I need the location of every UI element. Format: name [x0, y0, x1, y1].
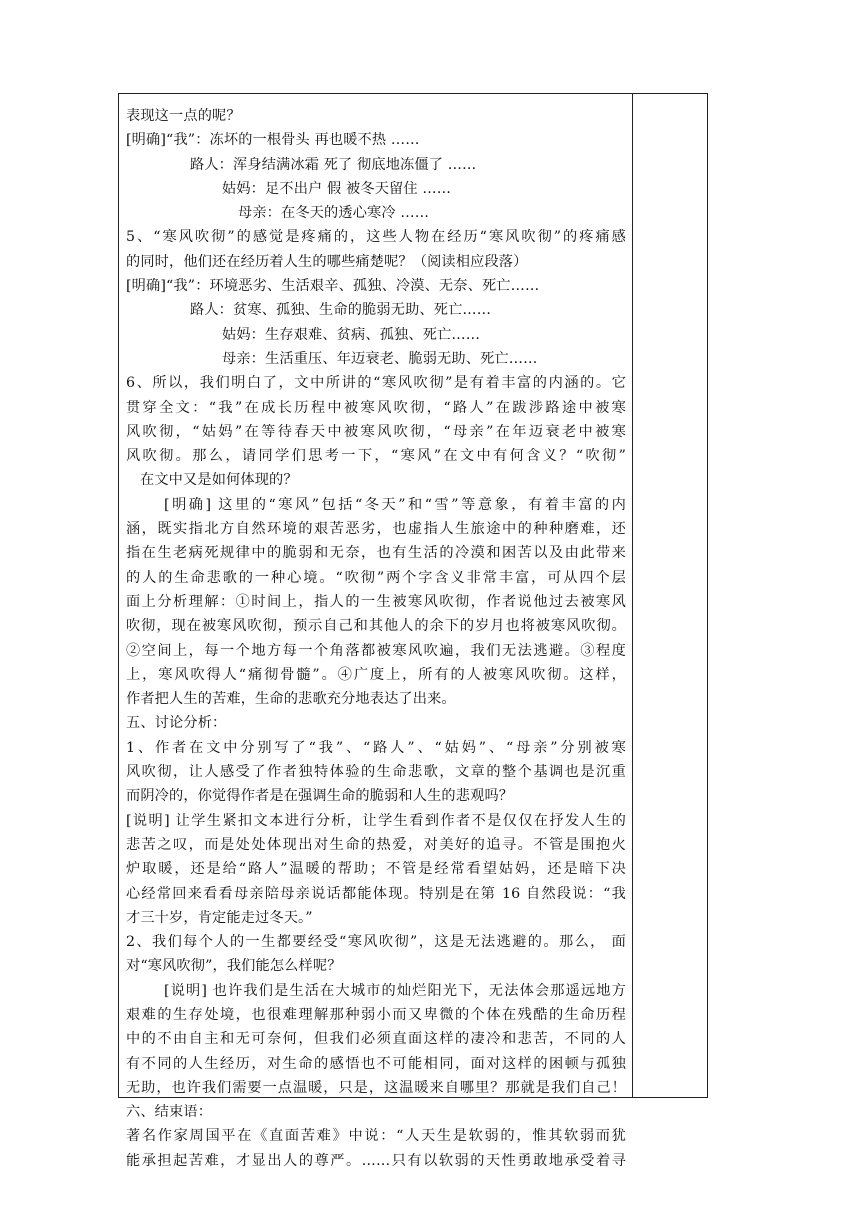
text-line: 上，寒风吹得人“痛彻骨髓”。④广度上，所有的人被寒风吹彻。这样， — [126, 666, 626, 683]
text-line: [说明] 让学生紧扣文本进行分析，让学生看到作者不是仅仅在抒发人生的 — [126, 812, 626, 829]
text-line: 无助，也许我们需要一点温暖，只是，这温暖来自哪里？那就是我们自己！ — [126, 1079, 626, 1096]
text-line: 2、我们每个人的一生都要经受“寒风吹彻”，这是无法逃避的。那么， 面 — [126, 934, 626, 951]
text-line: 在文中又是如何体现的？ — [140, 472, 298, 489]
text-line: 炉取暖，还是给“路人”温暖的帮助；不管是经常看望姑妈，还是暗下决 — [126, 861, 626, 878]
text-line: 路人：贫寒、孤独、生命的脆弱无助、死亡…… — [190, 302, 492, 319]
text-line: 艰难的生存处境，也很难理解那种弱小而又卑微的个体在残酷的生命历程 — [126, 1006, 626, 1023]
text-line: 贯穿全文：“我”在成长历程中被寒风吹彻，“路人”在跋涉路途中被寒 — [126, 399, 626, 416]
text-line: 指在生老病死规律中的脆弱和无奈，也有生活的冷漠和困苦以及由此带来 — [126, 545, 626, 562]
text-line: 面上分析理解：①时间上，指人的一生被寒风吹彻，作者说他过去被寒风 — [126, 593, 626, 610]
text-line: 姑妈：足不出户 假 被冬天留住 …… — [222, 180, 452, 197]
text-line: 六、结束语： — [126, 1104, 213, 1121]
text-line: 母亲：生活重压、年迈衰老、脆弱无助、死亡…… — [222, 350, 538, 367]
text-line: 涵，既实指北方自然环境的艰苦恶劣，也虚指人生旅途中的种种磨难，还 — [126, 521, 626, 538]
text-line: 的人的生命悲歌的一种心境。“吹彻”两个字含义非常丰富，可从四个层 — [126, 569, 626, 586]
text-line: 1、作者在文中分别写了“我”、“路人”、“姑妈”、“母亲”分别被寒 — [126, 739, 626, 756]
text-line: 对“寒风吹彻”，我们能怎么样呢？ — [126, 958, 342, 975]
text-line: 而阴冷的，你觉得作者是在强调生命的脆弱和人生的悲观吗？ — [126, 788, 514, 805]
text-line: 5、“寒风吹彻”的感觉是疼痛的，这些人物在经历“寒风吹彻”的疼痛感 — [126, 229, 626, 246]
lesson-content-cell — [119, 94, 633, 1169]
text-line: 路人：浑身结满冰霜 死了 彻底地冻僵了 …… — [190, 156, 477, 173]
text-line: [明确] 这里的“寒风”包括“冬天”和“雪”等意象，有着丰富的内 — [164, 496, 626, 513]
text-line: ②空间上，每一个地方每一个角落都被寒风吹遍，我们无法逃避。③程度 — [126, 642, 626, 659]
lesson-plan-table — [118, 93, 708, 1169]
text-line: [明确]“我”：环境恶劣、生活艰辛、孤独、冷漠、无奈、死亡…… — [126, 278, 540, 295]
text-line: 母亲：在冬天的透心寒冷 …… — [238, 205, 430, 222]
text-line: [明确]“我”：冻坏的一根骨头 再也暖不热 …… — [126, 132, 420, 149]
notes-column-cell — [633, 94, 707, 1097]
text-line: 吹彻，现在被寒风吹彻，预示自己和其他人的余下的岁月也将被寒风吹彻。 — [126, 618, 626, 635]
text-line: 悲苦之叹，而是处处体现出对生命的热爱，对美好的追寻。不管是围抱火 — [126, 836, 626, 853]
text-line: 五、讨论分析： — [126, 715, 227, 732]
text-line: 表现这一点的呢？ — [126, 108, 241, 124]
text-line: 中的不由自主和无可奈何，但我们必须直面这样的凄冷和悲苦，不同的人 — [126, 1031, 626, 1048]
text-line: 风吹彻，让人感受了作者独特体验的生命悲歌，文章的整个基调也是沉重 — [126, 764, 626, 781]
text-line: 6、所以，我们明白了，文中所讲的“寒风吹彻”是有着丰富的内涵的。它 — [126, 375, 626, 392]
text-line: [说明] 也许我们是生活在大城市的灿烂阳光下，无法体会那遥远地方 — [164, 982, 626, 999]
text-line: 心经常回来看看母亲陪母亲说话都能体现。特别是在第 16 自然段说：“我 — [126, 885, 626, 902]
text-line: 能承担起苦难，才显出人的尊严。……只有以软弱的天性勇敢地承受着寻 — [126, 1152, 626, 1169]
text-line: 的同时，他们还在经历着人生的哪些痛楚呢？（阅读相应段落） — [126, 253, 528, 270]
text-line: 风吹彻，“姑妈”在等待春天中被寒风吹彻，“母亲”在年迈衰老中被寒 — [126, 423, 626, 440]
text-line: 风吹彻。那么，请同学们思考一下，“寒风”在文中有何含义？“吹彻” — [126, 448, 626, 465]
text-line: 才三十岁，肯定能走过冬天。” — [126, 909, 313, 926]
text-line: 著名作家周国平在《直面苦难》中说：“人天生是软弱的，惟其软弱而犹 — [126, 1128, 626, 1145]
text-line: 作者把人生的苦难，生命的悲歌充分地表达了出来。 — [126, 691, 456, 708]
text-line: 有不同的人生经历，对生命的感悟也不可能相同，面对这样的困顿与孤独 — [126, 1055, 626, 1072]
text-line: 姑妈：生存艰难、贫病、孤独、死亡…… — [222, 326, 481, 343]
